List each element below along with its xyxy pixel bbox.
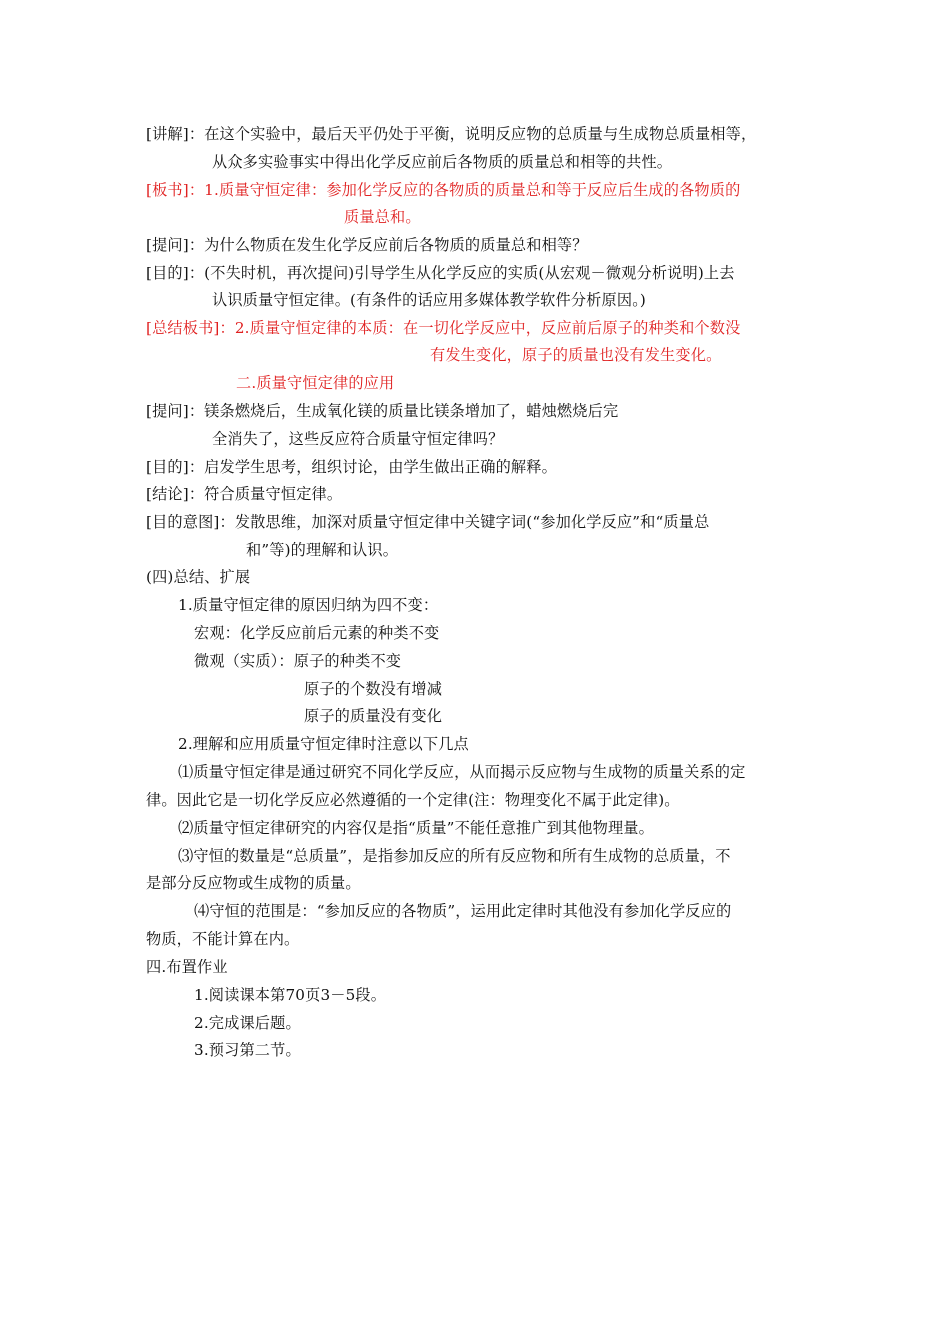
text-line: 物质，不能计算在内。 (146, 930, 300, 948)
text-line: [目的]：启发学生思考，组织讨论，由学生做出正确的解释。 (146, 458, 557, 476)
text-line: 宏观：化学反应前后元素的种类不变 (194, 624, 440, 642)
section-heading: 二.质量守恒定律的应用 (236, 374, 395, 392)
text-line-highlight: 质量总和。 (344, 208, 421, 226)
text-line: 原子的个数没有增减 (304, 680, 443, 698)
text-line: [提问]：为什么物质在发生化学反应前后各物质的质量总和相等？ (146, 236, 588, 254)
text-line: ⑶守恒的数量是“总质量”，是指参加反应的所有反应物和所有生成物的总质量，不 (178, 847, 731, 865)
section-heading: (四)总结、扩展 (146, 568, 251, 586)
text-line-highlight: [板书]：1.质量守恒定律：参加化学反应的各物质的质量总和等于反应后生成的各物质的 (146, 181, 741, 199)
text-line: [目的]：(不失时机，再次提问)引导学生从化学反应的实质(从宏观－微观分析说明)上去 (146, 264, 735, 282)
text-line-highlight: 有发生变化，原子的质量也没有发生变化。 (430, 346, 722, 364)
list-item: 1.阅读课本第70页3－5段。 (194, 986, 387, 1004)
text-line: [讲解]：在这个实验中，最后天平仍处于平衡，说明反应物的总质量与生成物总质量相等， (146, 125, 757, 143)
text-line: ⑴质量守恒定律是通过研究不同化学反应，从而揭示反应物与生成物的质量关系的定 (178, 763, 746, 781)
text-line: ⑷守恒的范围是：“参加反应的各物质”，运用此定律时其他没有参加化学反应的 (194, 902, 732, 920)
text-line: 2.理解和应用质量守恒定律时注意以下几点 (178, 735, 469, 753)
text-line: [目的意图]：发散思维，加深对质量守恒定律中关键字词(“参加化学反应”和“质量总 (146, 513, 710, 531)
text-line: ⑵质量守恒定律研究的内容仅是指“质量”不能任意推广到其他物理量。 (178, 819, 654, 837)
text-line: 认识质量守恒定律。(有条件的话应用多媒体教学软件分析原因。) (212, 291, 647, 309)
text-line: 1.质量守恒定律的原因归纳为四不变： (178, 596, 439, 614)
section-heading: 四.布置作业 (146, 958, 228, 976)
text-line: 是部分反应物或生成物的质量。 (146, 874, 361, 892)
text-line: 从众多实验事实中得出化学反应前后各物质的质量总和相等的共性。 (212, 153, 673, 171)
list-item: 3.预习第二节。 (194, 1041, 301, 1059)
text-line: [提问]：镁条燃烧后，生成氧化镁的质量比镁条增加了，蜡烛燃烧后完 (146, 402, 619, 420)
text-line-highlight: [总结板书]：2.质量守恒定律的本质：在一切化学反应中，反应前后原子的种类和个数没 (146, 319, 741, 337)
text-line: 全消失了，这些反应符合质量守恒定律吗？ (212, 430, 504, 448)
text-line: 和”等)的理解和认识。 (246, 541, 399, 559)
text-line: 律。因此它是一切化学反应必然遵循的一个定律(注：物理变化不属于此定律)。 (146, 791, 680, 809)
text-line: 原子的质量没有变化 (304, 707, 443, 725)
text-line: 微观（实质）：原子的种类不变 (194, 652, 402, 670)
text-line: [结论]：符合质量守恒定律。 (146, 485, 343, 503)
list-item: 2.完成课后题。 (194, 1014, 301, 1032)
